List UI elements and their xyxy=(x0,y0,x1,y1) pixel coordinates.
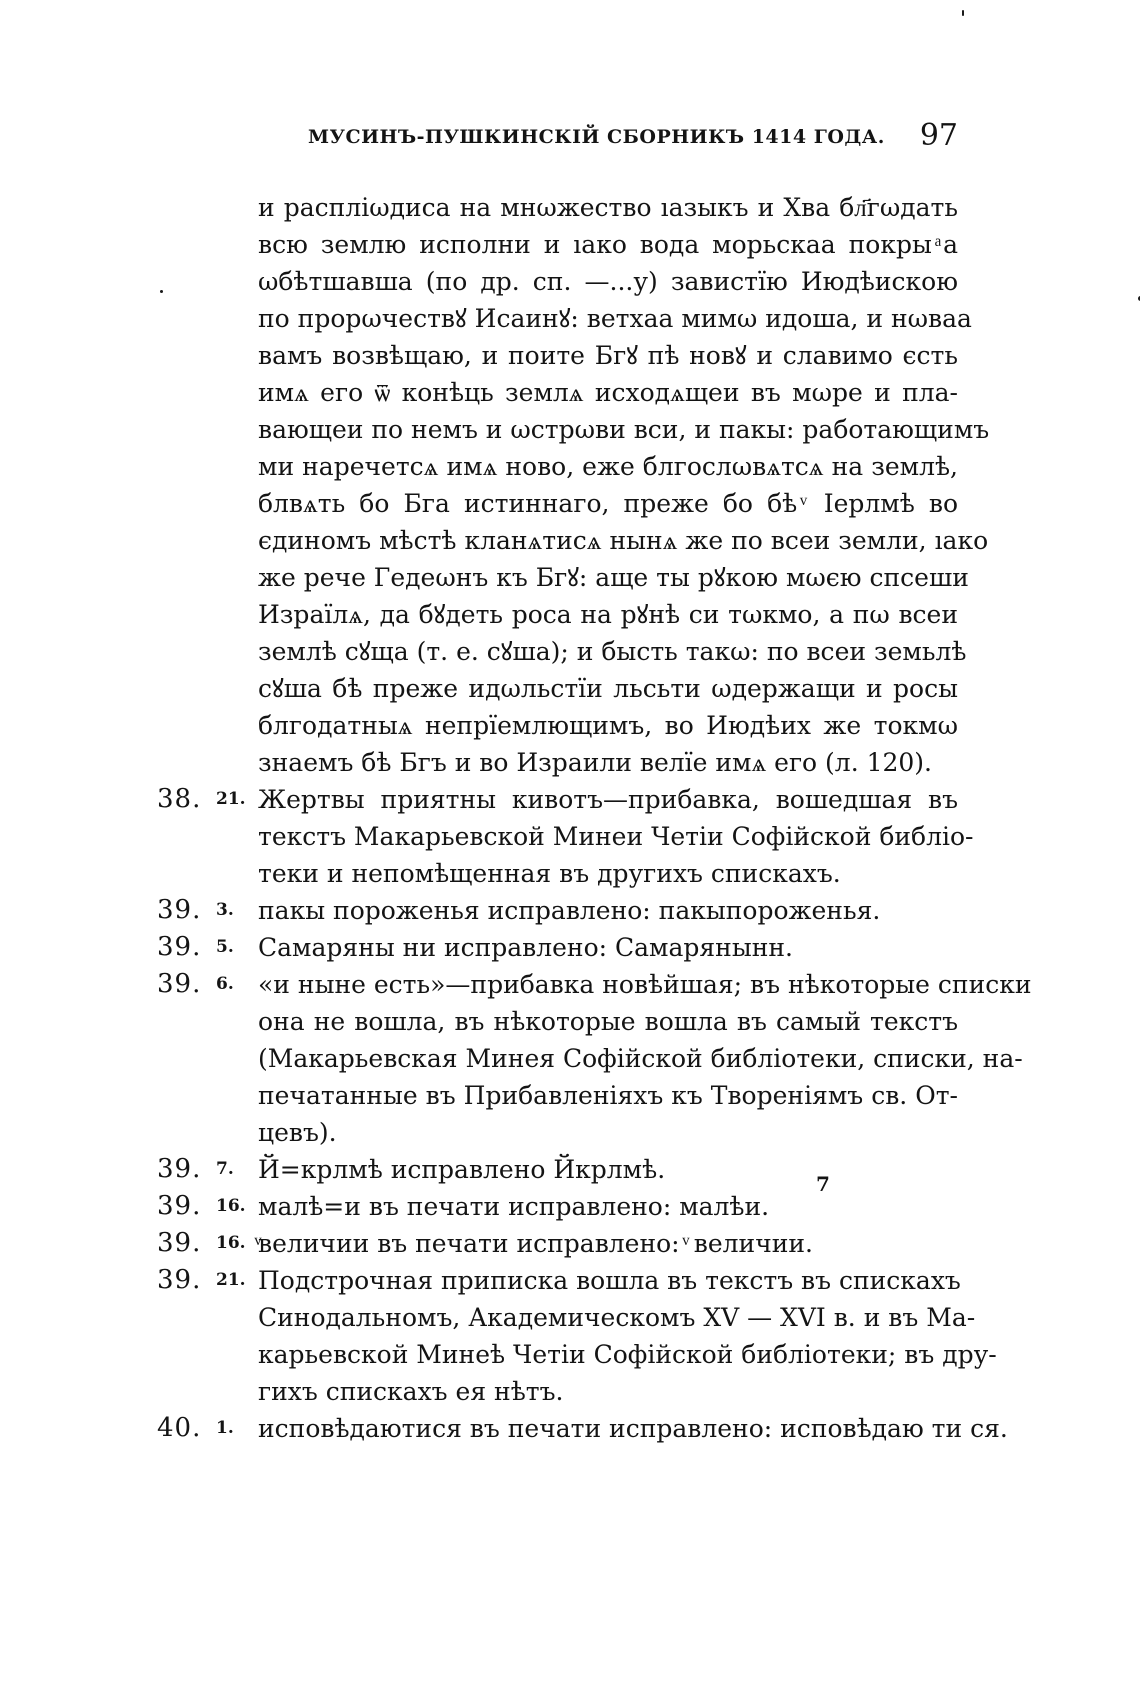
note-text: Самаряны ни исправлено: Самарянынн. xyxy=(258,933,793,962)
body-line-text: ми наречетсѧ имѧ ново, еже блгослωвѧтсѧ на землѣ, xyxy=(258,452,958,481)
note-text: пакы пороженья исправлено: пакыпороженья. xyxy=(258,896,881,925)
running-title: МУСИНЪ-ПУШКИНСКІЙ СБОРНИКЪ 1414 ГОДА. xyxy=(308,126,885,148)
speck-mark xyxy=(160,290,163,293)
note-text: гихъ спискахъ ея нѣтъ. xyxy=(258,1377,564,1406)
body-line-text: всю землю исполни и ıако вода морьскаа покры ͣа xyxy=(258,230,958,259)
note-line-ref: 21. xyxy=(216,1270,246,1290)
note-text: «и ныне есть»—прибавка новѣйшая; въ нѣкоторые списки xyxy=(258,970,1032,999)
page-number: 97 xyxy=(919,118,958,153)
note-line-ref: 5. xyxy=(216,937,234,957)
body-line-text: же рече Гедеωнъ къ Бгꙋ: аще ты рꙋкою мωєю спсеши xyxy=(258,563,969,592)
note-page-ref: 39. xyxy=(157,895,202,925)
body-line-text: знаемъ бѣ Бгъ и во Израили велїе имѧ его (л. 120). xyxy=(258,748,932,777)
body-line-text: ωбѣтшавша (по др. сп. —...у) завистїю Июдѣискою xyxy=(258,267,958,296)
body-line-text: и распліωдиса на мнωжество ıазыкъ и Хва бл҃гωдать xyxy=(258,193,958,222)
note-page-ref: 40. xyxy=(157,1413,202,1443)
note-line-ref: 16. xyxy=(216,1196,246,1216)
note-page-ref: 39. xyxy=(157,1228,202,1258)
note-text: Й=крлмѣ исправлено Йкрлмѣ. xyxy=(258,1155,666,1184)
note-page-ref: 39. xyxy=(157,969,202,999)
note-text: печатанные въ Прибавленіяхъ къ Твореніямъ св. От- xyxy=(258,1081,958,1110)
note-line-ref: 21. xyxy=(216,789,246,809)
body-line-text: сꙋша бѣ преже идωльстїи льсьти ωдержащи и росы xyxy=(258,674,958,703)
note-text: исповѣдаютися въ печати исправлено: исповѣдаю ти ся. xyxy=(258,1414,1008,1443)
note-text: она не вошла, въ нѣкоторые вошла въ самый текстъ xyxy=(258,1007,958,1036)
note-text: ͮвеличии въ печати исправлено: ͮ величии. xyxy=(258,1229,814,1258)
note-text: цевъ). xyxy=(258,1118,337,1147)
body-line-text: землѣ сꙋща (т. е. сꙋша); и бысть такω: по всеи земьлѣ xyxy=(258,637,967,666)
body-line-text: вамъ возвѣщаю, и поите Бгꙋ пѣ новꙋ и славимо єсть xyxy=(258,341,958,370)
body-line-text: Израїлѧ, да бꙋдеть роса на рꙋнѣ си тωкмо, а пω всеи xyxy=(258,600,958,629)
note-line-ref: 7. xyxy=(216,1159,234,1179)
note-text: Жертвы приятны кивотъ—прибавка, вошедшая въ xyxy=(258,785,958,814)
note-text: Синодальномъ, Академическомъ XV — XVI в. и въ Ма- xyxy=(258,1303,976,1332)
body-line-text: вающеи по немъ и ωстрωви вси, и пакы: работающимъ xyxy=(258,415,990,444)
note-line-ref: 1. xyxy=(216,1418,234,1438)
body-line-text: блвѧть бо Бга истиннаго, преже бо бѣ ͮ Іерлмѣ во xyxy=(258,489,958,518)
signature-mark: 7 xyxy=(816,1172,830,1196)
note-line-ref: 16. xyxy=(216,1233,246,1253)
note-text: Подстрочная приписка вошла въ текстъ въ спискахъ xyxy=(258,1266,961,1295)
speck-mark xyxy=(962,10,964,16)
body-line-text: єдиномъ мѣстѣ кланѧтисѧ нынѧ же по всеи земли, ıако xyxy=(258,526,989,555)
body-line-text: блгодатныѧ непрїемлющимъ, во Июдѣих же токмω xyxy=(258,711,958,740)
note-page-ref: 39. xyxy=(157,1265,202,1295)
note-text: теки и непомѣщенная въ другихъ спискахъ. xyxy=(258,859,841,888)
note-text: текстъ Макарьевской Минеи Четіи Софійской библіо- xyxy=(258,822,974,851)
body-line-text: имѧ его ѿ конѣць землѧ исходѧщеи въ мωре и пла- xyxy=(258,378,958,407)
note-text: малѣ=и въ печати исправлено: малѣи. xyxy=(258,1192,770,1221)
note-page-ref: 39. xyxy=(157,1154,202,1184)
note-line-ref: 3. xyxy=(216,900,234,920)
page-header xyxy=(258,118,958,158)
note-page-ref: 39. xyxy=(157,1191,202,1221)
note-text: карьевской Минеѣ Четіи Софійской библіотеки; въ дру- xyxy=(258,1340,997,1369)
note-text: (Макарьевская Минея Софійской библіотеки, списки, на- xyxy=(258,1044,1023,1073)
body-line-text: по прорωчествꙋ Исаинꙋ: ветхаа мимω идоша, и нωваа xyxy=(258,304,972,333)
note-page-ref: 39. xyxy=(157,932,202,962)
note-line-ref: 6. xyxy=(216,974,234,994)
note-page-ref: 38. xyxy=(157,784,202,814)
